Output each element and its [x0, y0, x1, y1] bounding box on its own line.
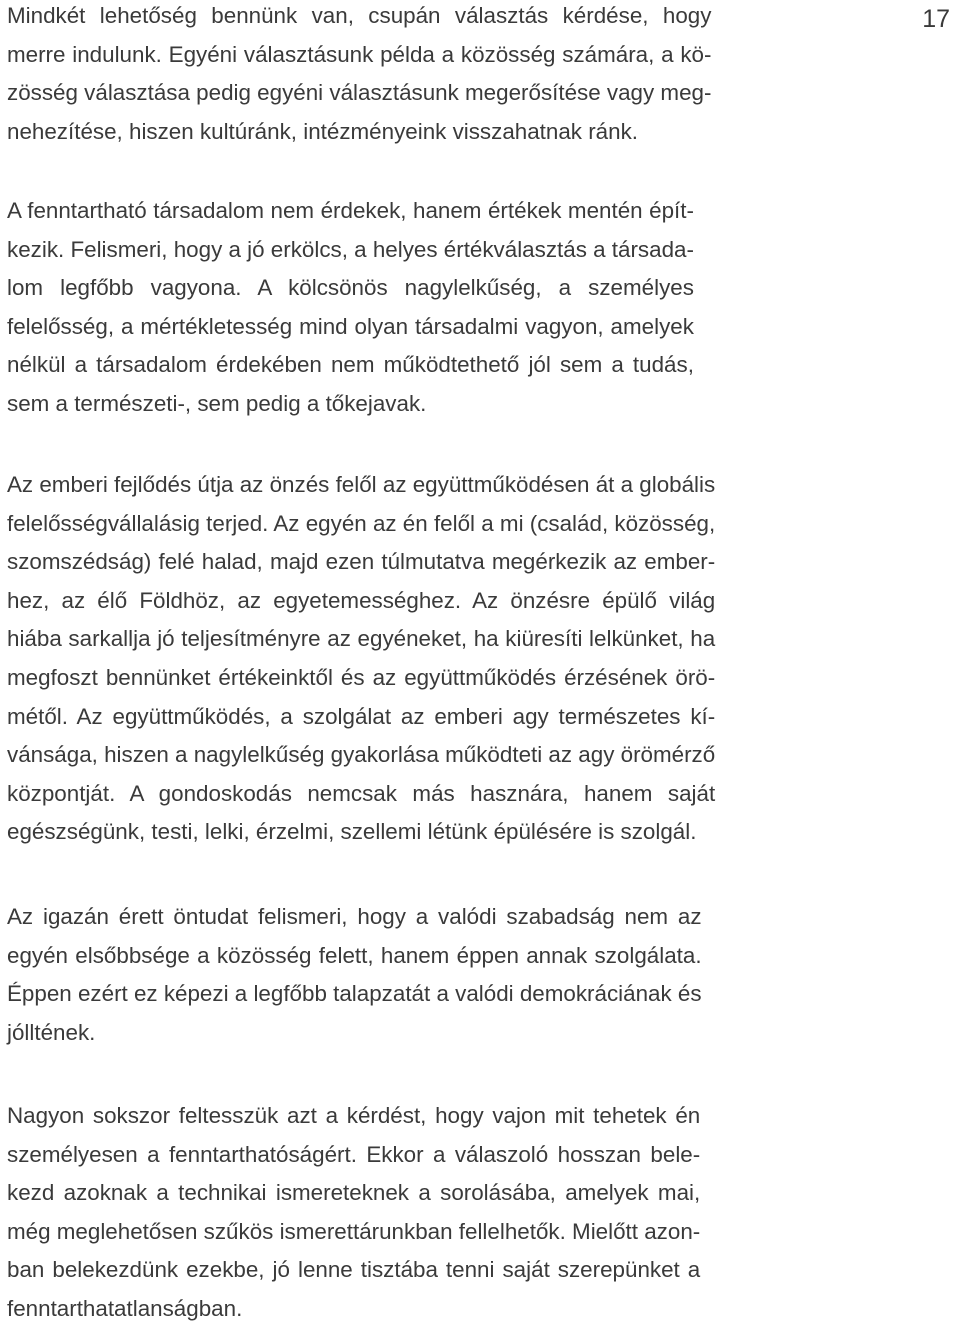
- paragraph-line: sem a természeti-, sem pedig a tőkejavak.: [7, 390, 427, 416]
- paragraph-line: megfoszt bennünket értékeinktől és az együttműködés érzésének örö-: [7, 664, 716, 690]
- paragraph-line: egyén elsőbbsége a közösség felett, hanem éppen annak szolgálata.: [7, 942, 702, 968]
- paragraph-line: nehezítése, hiszen kultúránk, intézményeink visszahatnak ránk.: [7, 118, 639, 144]
- paragraph-line: szomszédság) felé halad, majd ezen túlmutatva megérkezik az ember-: [7, 549, 716, 575]
- paragraph-line: lom legfőbb vagyona. A kölcsönös nagylelkűség, a személyes: [7, 275, 694, 301]
- page-number: 17: [922, 5, 950, 33]
- paragraph-line: jólltének.: [7, 1019, 96, 1045]
- paragraph-line: kezik. Felismeri, hogy a jó erkölcs, a helyes értékválasztás a társada-: [7, 236, 694, 262]
- paragraph-line: személyesen a fenntarthatóságért. Ekkor a válaszoló hosszan bele-: [7, 1141, 701, 1167]
- paragraph-line: métől. Az együttműködés, a szolgálat az emberi agy természetes kí-: [7, 703, 716, 729]
- paragraph-line: még meglehetősen szűkös ismerettárunkban fellelhetők. Mielőtt azon-: [7, 1218, 701, 1244]
- paragraph-line: kezd azoknak a technikai ismereteknek a sorolásába, amelyek mai,: [7, 1180, 701, 1206]
- paragraph-line: vánsága, hiszen a nagylelkűség gyakorlása működteti az agy örömérző: [7, 742, 716, 768]
- paragraph-5: [7, 1097, 700, 1329]
- paragraph-line: merre indulunk. Egyéni választásunk példa a közösség számára, a kö-: [7, 41, 712, 67]
- paragraph-line: Az emberi fejlődés útja az önzés felől az együttműködésen át a globális: [7, 472, 716, 497]
- paragraph-line: felelősség, a mértékletesség mind olyan társadalmi vagyon, amelyek: [7, 313, 694, 339]
- paragraph-line: Nagyon sokszor feltesszük azt a kérdést, hogy vajon mit tehetek én: [7, 1103, 701, 1128]
- paragraph-line: Éppen ezért ez képezi a legfőbb talapzatát a valódi demokráciának és: [7, 981, 702, 1007]
- paragraph-4: [7, 898, 702, 1052]
- paragraph-1: [7, 0, 711, 151]
- paragraph-line: A fenntartható társadalom nem érdekek, hanem értékek mentén épít-: [7, 198, 694, 223]
- paragraph-line: központját. A gondoskodás nemcsak más hasznára, hanem saját: [7, 780, 716, 806]
- paragraph-3: [7, 466, 715, 852]
- paragraph-line: egészségünk, testi, lelki, érzelmi, szellemi létünk épülésére is szolgál.: [7, 819, 697, 845]
- paragraph-2: [7, 192, 694, 424]
- paragraph-line: felelősségvállalásig terjed. Az egyén az én felől a mi (család, közösség,: [7, 510, 716, 536]
- paragraph-line: fenntarthatatlanságban.: [7, 1295, 243, 1321]
- paragraph-line: hiába sarkallja jó teljesítményre az egyéneket, ha kiüresíti lelkünket, ha: [7, 626, 716, 652]
- paragraph-line: Az igazán érett öntudat felismeri, hogy a valódi szabadság nem az: [7, 904, 702, 929]
- paragraph-line: Mindkét lehetőség bennünk van, csupán választás kérdése, hogy: [7, 3, 712, 28]
- paragraph-line: zösség választása pedig egyéni választásunk megerősítése vagy meg-: [7, 80, 712, 106]
- paragraph-line: nélkül a társadalom érdekében nem működtethető jól sem a tudás,: [7, 352, 694, 378]
- paragraph-line: ban belekezdünk ezekbe, jó lenne tisztába tenni saját szerepünket a: [7, 1257, 701, 1283]
- paragraph-line: hez, az élő Földhöz, az egyetemességhez. Az önzésre épülő világ: [7, 587, 716, 613]
